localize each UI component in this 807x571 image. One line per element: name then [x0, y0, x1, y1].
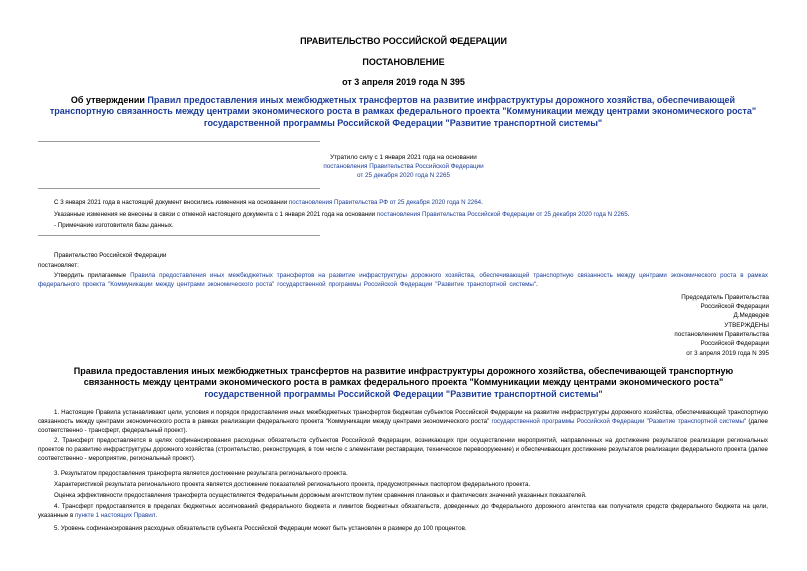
note-link-2265[interactable]: постановления Правительства Российской Федерации от 25 декабря 2020 года N 2265 [376, 211, 628, 218]
decree-approve: Утвердить прилагаемые Правила предоставления иных межбюджетных трансфертов на развитие инфраструктуры дорожного хозяйства, обеспечивающей транспортную связанность между центрами экономического роста в рамках федерального проекта "Коммуникации между центрами экономического роста" государственной программы Российской Федерации "Развитие транспортной системы". [38, 272, 768, 288]
rules-title-link[interactable]: государственной программы Российской Федерации "Развитие транспортной системы" [204, 388, 603, 399]
expiry-line1: Утратило силу с 1 января 2021 года на основании [330, 154, 477, 161]
document-title [38, 95, 768, 129]
document-type: ПОСТАНОВЛЕНИЕ [362, 57, 445, 67]
signature-country: Российской Федерации [700, 303, 769, 311]
decree-resolves: постановляет: [38, 262, 79, 269]
rule-paragraph-3: 3. Результатом предоставления трансферта является достижение результата регионального проекта. [54, 470, 348, 477]
divider [38, 141, 320, 142]
expiry-note [0, 153, 807, 180]
title-link[interactable]: Правил предоставления иных межбюджетных трансфертов на развитие инфраструктуры дорожного хозяйства, обеспечивающей транспортную связанность между центрами экономического роста в рамках федерального проекта "Коммуникации между центрами экономического роста" государственной программы Российской Федерации "Развитие транспортной системы" [49, 95, 757, 128]
decree-government: Правительство Российской Федерации [54, 252, 167, 259]
divider [38, 188, 320, 189]
expiry-link-decree[interactable]: постановления Правительства Российской Федерации [323, 163, 484, 170]
note-publisher: - Примечание изготовителя базы данных. [54, 222, 174, 229]
note-changes: С 3 января 2021 года в настоящий документ вносились изменения на основании постановления Правительства РФ от 25 декабря 2020 года N 2264. [54, 199, 483, 206]
expiry-link-date[interactable]: от 25 декабря 2020 года N 2265 [356, 172, 451, 179]
signature-block [681, 293, 769, 321]
rule-paragraph-2: 2. Трансферт предоставляется в целях софинансирования расходных обязательств субъектов Российской Федерации, возникающих при осуществлении мероприятий, направленных на достижение результатов реализации региональных проектов по развитию инфраструктуры дорожного хозяйства (строительство, реконструкция, в том числе с элементами реставрации, техническое перевооружение) и обеспечивающих достижение результатов реализации федерального проекта (далее соответственно - мероприятие, региональный проект). [38, 437, 768, 462]
rule-paragraph-4: 4. Трансферт предоставляется в пределах бюджетных ассигнований федерального бюджета и лимитов бюджетных обязательств, доведенных до Федерального дорожного агентства как получателя средств федерального бюджета на цели, указанные в пункте 1 настоящих Правил. [38, 503, 768, 519]
approved-rules-link[interactable]: Правила предоставления иных межбюджетных трансфертов на развитие инфраструктуры дорожного хозяйства, обеспечивающей транспортную связанность между центрами экономического роста в рамках федерального проекта "Коммуникации между центрами экономического роста" государственной программы Российской Федерации "Развитие транспортной системы" [38, 272, 768, 288]
rules-title: Правила предоставления иных межбюджетных трансфертов на развитие инфраструктуры дорожного хозяйства, обеспечивающей транспортную связанность между центрами экономического роста в рамках федерального проекта "Коммуникации между центрами экономического роста" государственной программы Российской Федерации "Развитие транспортной системы" [73, 366, 734, 399]
approval-approved: УТВЕРЖДЕНЫ [724, 322, 769, 329]
rule-paragraph-3c: Оценка эффективности предоставления трансферта осуществляется Федеральным дорожным агентством путем сравнения плановых и фактических значений указанных показателей. [54, 492, 587, 499]
approval-country: Российской Федерации [700, 340, 769, 348]
point-1-link[interactable]: пункте 1 настоящих Правил [75, 512, 156, 519]
approval-by: постановлением Правительства [674, 331, 769, 339]
rule-paragraph-3b: Характеристикой результата регионального проекта является достижение показателей регионального проекта, предусмотренных паспортом федерального проекта. [54, 481, 531, 488]
government-heading: ПРАВИТЕЛЬСТВО РОССИЙСКОЙ ФЕДЕРАЦИИ [300, 36, 507, 46]
approval-block [674, 321, 769, 358]
document-date-number: от 3 апреля 2019 года N 395 [342, 77, 465, 87]
note-link-2264[interactable]: постановления Правительства РФ от 25 декабря 2020 года N 2264 [288, 199, 482, 206]
title-prefix: Об утверждении [70, 95, 148, 105]
program-link[interactable]: государственной программы Российской Федерации "Развитие транспортной системы" [491, 418, 747, 425]
signature-position: Председатель Правительства [681, 294, 769, 301]
note-not-applied: Указанные изменения не внесены в связи с отменой настоящего документа с 1 января 2021 года на основании постановления Правительства Российской Федерации от 25 декабря 2020 года N 2265. [54, 211, 630, 218]
rule-paragraph-1: 1. Настоящие Правила устанавливают цели, условия и порядок предоставления иных межбюджетных трансфертов бюджетам субъектов Российской Федерации на развитие инфраструктуры дорожного хозяйства, обеспечивающей транспортную связанность между центрами экономического роста в рамках реализации федерального проекта "Коммуникации между центрами экономического роста" государственной программы Российской Федерации "Развитие транспортной системы" (далее соответственно - трансферт, федеральный проект). [38, 409, 768, 434]
rule-paragraph-5: 5. Уровень софинансирования расходных обязательств субъекта Российской Федерации может быть установлен в размере до 100 процентов. [54, 525, 467, 532]
signature-name: Д.Медведев [733, 312, 769, 320]
approval-date: от 3 апреля 2019 года N 395 [686, 349, 769, 357]
divider [38, 235, 320, 236]
